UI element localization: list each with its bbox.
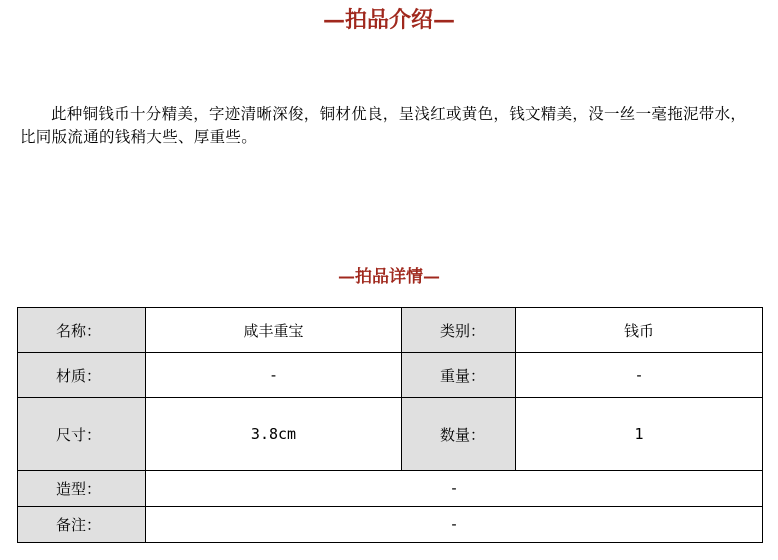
- label-material: 材质：: [18, 353, 146, 398]
- table-row-size: [18, 398, 763, 470]
- label-name: 名称：: [18, 308, 146, 353]
- value-shape: -: [146, 470, 763, 506]
- value-weight: -: [516, 353, 763, 398]
- value-material: -: [146, 353, 402, 398]
- label-weight: 重量：: [402, 353, 516, 398]
- value-category: 钱币: [516, 308, 763, 353]
- intro-description: 此种铜钱币十分精美，字迹清晰深俊，铜材优良，呈浅红或黄色，钱文精美，没一丝一毫拖泥带水，比同版流通的钱稍大些、厚重些。: [20, 105, 747, 146]
- value-size: 3.8cm: [146, 398, 402, 470]
- label-size: 尺寸：: [18, 398, 146, 470]
- details-table: [17, 307, 763, 543]
- intro-title: —拍品介绍—: [322, 7, 455, 33]
- table-row-remarks: [18, 506, 763, 542]
- table-row-name: [18, 308, 763, 353]
- label-shape: 造型：: [18, 470, 146, 506]
- table-row-material: [18, 353, 763, 398]
- value-quantity: 1: [516, 398, 763, 470]
- label-quantity: 数量：: [402, 398, 516, 470]
- value-name: 咸丰重宝: [146, 308, 402, 353]
- label-category: 类别：: [402, 308, 516, 353]
- details-title: —拍品详情—: [338, 267, 440, 287]
- table-row-shape: [18, 470, 763, 506]
- label-remarks: 备注：: [18, 506, 146, 542]
- value-remarks: -: [146, 506, 763, 542]
